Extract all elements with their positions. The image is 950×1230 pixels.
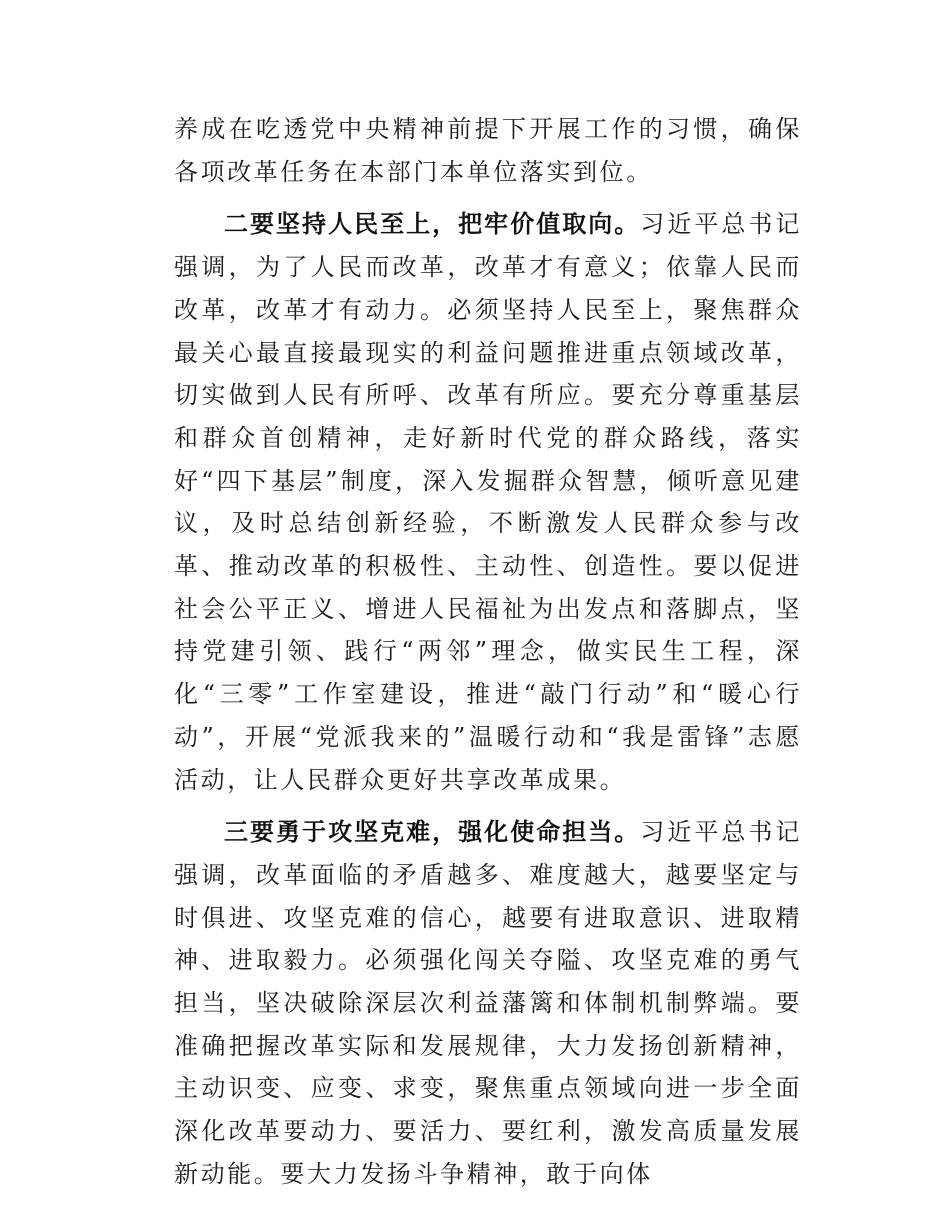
paragraph-lead-heading: 二要坚持人民至上，把牢价值取向。 (224, 210, 641, 239)
paragraph-text: 习近平总书记强调，改革面临的矛盾越多、难度越大，越要坚定与时俱进、攻坚克难的信心，越要有进取意识、进取精神、进取毅力。必须强化闯关夺隘、攻坚克难的勇气担当，坚决破除深层次利益藩篱和体制机制弊端。要准确把握改革实际和发展规律，大力发扬创新精神，主动识变、应变、求变，聚焦重点领域向进一步全面深化改革要动力、要活力、要红利，激发高质量发展新动能。要大力发扬斗争精神，敢于向体 (174, 818, 802, 1188)
paragraph-text: 习近平总书记强调，为了人民而改革，改革才有意义；依靠人民而改革，改革才有动力。必须坚持人民至上，聚焦群众最关心最直接最现实的利益问题推进重点领域改革，切实做到人民有所呼、改革有所应。要充分尊重基层和群众首创精神，走好新时代党的群众路线，落实好“四下基层”制度，深入发掘群众智慧，倾听意见建议，及时总结创新经验，不断激发人民群众参与改革、推动改革的积极性、主动性、创造性。要以促进社会公平正义、增进人民福祉为出发点和落脚点，坚持党建引领、践行“两邻”理念，做实民生工程，深化“三零”工作室建设，推进“敲门行动”和“暖心行动”，开展“党派我来的”温暖行动和“我是雷锋”志愿活动，让人民群众更好共享改革成果。 (174, 210, 802, 794)
paragraph-continuation (174, 108, 802, 193)
paragraph-overcome-difficulties (174, 811, 802, 1195)
paragraph-lead-heading: 三要勇于攻坚克难，强化使命担当。 (224, 818, 641, 847)
document-body (174, 108, 802, 1196)
paragraph-text: 养成在吃透党中央精神前提下开展工作的习惯，确保各项改革任务在本部门本单位落实到位。 (174, 115, 802, 186)
paragraph-people-first (174, 203, 802, 801)
